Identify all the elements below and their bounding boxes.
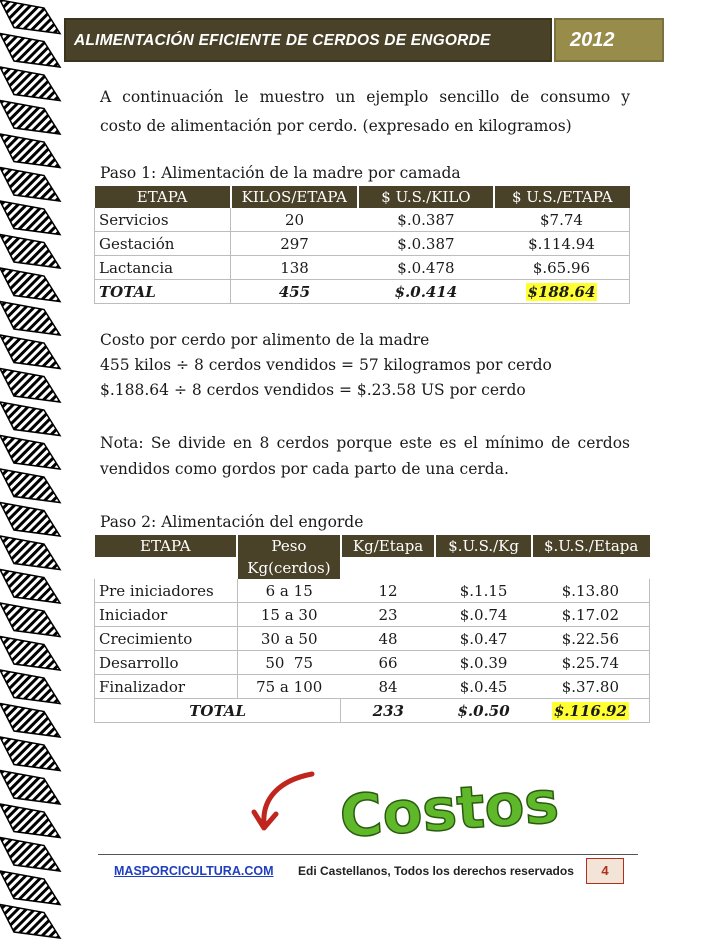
cell: Finalizador <box>95 675 238 699</box>
page-number: 4 <box>586 858 624 884</box>
border-tile <box>0 838 60 872</box>
border-tile <box>0 402 60 436</box>
border-tile <box>0 34 60 68</box>
cell: 455 <box>231 280 358 304</box>
intro-line-1: A continuación le muestro un ejemplo sencillo de consumo y <box>100 88 630 106</box>
table-row <box>95 579 650 603</box>
decorative-border <box>0 0 64 943</box>
border-tile <box>0 871 60 905</box>
table-total-row <box>95 280 630 304</box>
highlighted-total: $188.64 <box>527 282 596 301</box>
border-tile <box>0 603 60 637</box>
cell: 6 a 15 <box>237 579 341 603</box>
empty-cell <box>95 557 238 579</box>
border-tile <box>0 637 60 671</box>
cell: $.13.80 <box>532 579 650 603</box>
border-tile <box>0 268 60 302</box>
cell: 297 <box>231 232 358 256</box>
cell: TOTAL <box>95 280 231 304</box>
table-header-row <box>95 535 650 557</box>
column-header: ETAPA <box>95 535 238 557</box>
cost-line-kilos: 455 kilos ÷ 8 cerdos vendidos = 57 kilogramos por cerdo <box>100 356 552 374</box>
cell: $.0.47 <box>435 627 531 651</box>
cell: $.0.414 <box>358 280 494 304</box>
cell: Lactancia <box>95 256 231 280</box>
cell: 138 <box>231 256 358 280</box>
cell: Gestación <box>95 232 231 256</box>
table-row <box>95 232 630 256</box>
border-tile <box>0 503 60 537</box>
cell: $.0.478 <box>358 256 494 280</box>
border-tile <box>0 134 60 168</box>
border-tile <box>0 905 60 939</box>
cell: $.65.96 <box>494 256 630 280</box>
border-tile <box>0 201 60 235</box>
border-tile <box>0 101 60 135</box>
red-arrow-icon <box>254 774 312 828</box>
cell <box>494 280 630 304</box>
border-tile <box>0 235 60 269</box>
cell: 66 <box>341 651 436 675</box>
cell: $.17.02 <box>532 603 650 627</box>
column-header: $.U.S./Kg <box>435 535 531 557</box>
step1-table <box>94 186 630 304</box>
website-link[interactable]: MASPORCICULTURA.COM <box>114 864 274 878</box>
cell: Iniciador <box>95 603 238 627</box>
table-header-row <box>95 186 630 208</box>
column-header: $ U.S./ETAPA <box>494 186 630 208</box>
cell: 23 <box>341 603 436 627</box>
table-total-row <box>95 699 650 723</box>
step1-heading: Paso 1: Alimentación de la madre por camada <box>100 164 461 182</box>
note-line-1: Nota: Se divide en 8 cerdos porque este es el mínimo de cerdos <box>100 434 630 452</box>
cell: 15 a 30 <box>237 603 341 627</box>
table-row <box>95 603 650 627</box>
column-header: $ U.S./KILO <box>358 186 494 208</box>
table-row <box>95 256 630 280</box>
cell: $.22.56 <box>532 627 650 651</box>
cell: 30 a 50 <box>237 627 341 651</box>
border-tile <box>0 670 60 704</box>
border-tile <box>0 469 60 503</box>
column-header: $.U.S./Etapa <box>532 535 650 557</box>
border-tile <box>0 771 60 805</box>
page-header <box>64 18 664 62</box>
table-row <box>95 627 650 651</box>
cell: 50 75 <box>237 651 341 675</box>
cell: $.1.15 <box>435 579 531 603</box>
border-tile <box>0 570 60 604</box>
footer-divider <box>98 854 638 855</box>
cell: $7.74 <box>494 208 630 232</box>
column-header: Kg/Etapa <box>341 535 436 557</box>
border-tile <box>0 704 60 738</box>
header-title-box <box>64 18 552 62</box>
table-subheader-row <box>95 557 650 579</box>
cell: $.0.50 <box>435 699 531 723</box>
cell: $.114.94 <box>494 232 630 256</box>
empty-cell <box>435 557 531 579</box>
cell: $.0.387 <box>358 232 494 256</box>
border-tile <box>0 436 60 470</box>
table-row <box>95 675 650 699</box>
table-row <box>95 208 630 232</box>
border-tile <box>0 67 60 101</box>
cell: 75 a 100 <box>237 675 341 699</box>
cell: $.0.45 <box>435 675 531 699</box>
cost-heading: Costo por cerdo por alimento de la madre <box>100 331 430 349</box>
header-title: ALIMENTACIÓN EFICIENTE DE CERDOS DE ENGORDE <box>74 32 491 49</box>
cell: 12 <box>341 579 436 603</box>
cell: Pre iniciadores <box>95 579 238 603</box>
cell: $.25.74 <box>532 651 650 675</box>
cell <box>532 699 650 723</box>
cell: $.0.39 <box>435 651 531 675</box>
column-header: Peso <box>237 535 341 557</box>
header-year: 2012 <box>570 29 615 51</box>
border-tile <box>0 369 60 403</box>
border-tile <box>0 536 60 570</box>
cell: TOTAL <box>95 699 341 723</box>
cell: 233 <box>341 699 436 723</box>
border-tile <box>0 804 60 838</box>
page-footer <box>98 862 638 884</box>
cell: $.0.387 <box>358 208 494 232</box>
border-tile <box>0 737 60 771</box>
step2-table <box>94 535 650 723</box>
step2-heading: Paso 2: Alimentación del engorde <box>100 513 364 531</box>
cell: 84 <box>341 675 436 699</box>
costos-clipart <box>240 764 561 851</box>
border-tile <box>0 168 60 202</box>
border-tile <box>0 335 60 369</box>
column-header: ETAPA <box>95 186 231 208</box>
cost-line-dollars: $.188.64 ÷ 8 cerdos vendidos = $.23.58 US por cerdo <box>100 381 526 399</box>
table-row <box>95 651 650 675</box>
intro-line-2: costo de alimentación por cerdo. (expresado en kilogramos) <box>100 117 572 135</box>
column-subheader: Kg(cerdos) <box>237 557 341 579</box>
empty-cell <box>532 557 650 579</box>
highlighted-total: $.116.92 <box>553 701 627 720</box>
cell: Desarrollo <box>95 651 238 675</box>
column-header: KILOS/ETAPA <box>231 186 358 208</box>
border-tile <box>0 302 60 336</box>
cell: 20 <box>231 208 358 232</box>
cell: Servicios <box>95 208 231 232</box>
copyright-text: Edi Castellanos, Todos los derechos reservados <box>298 864 574 878</box>
cell: $.37.80 <box>532 675 650 699</box>
cell: $.0.74 <box>435 603 531 627</box>
cell: Crecimiento <box>95 627 238 651</box>
empty-cell <box>341 557 436 579</box>
cell: 48 <box>341 627 436 651</box>
header-year-box <box>554 18 664 62</box>
border-tile <box>0 0 60 34</box>
costos-word: Costos <box>337 767 561 851</box>
note-line-2: vendidos como gordos por cada parto de una cerda. <box>100 460 509 478</box>
